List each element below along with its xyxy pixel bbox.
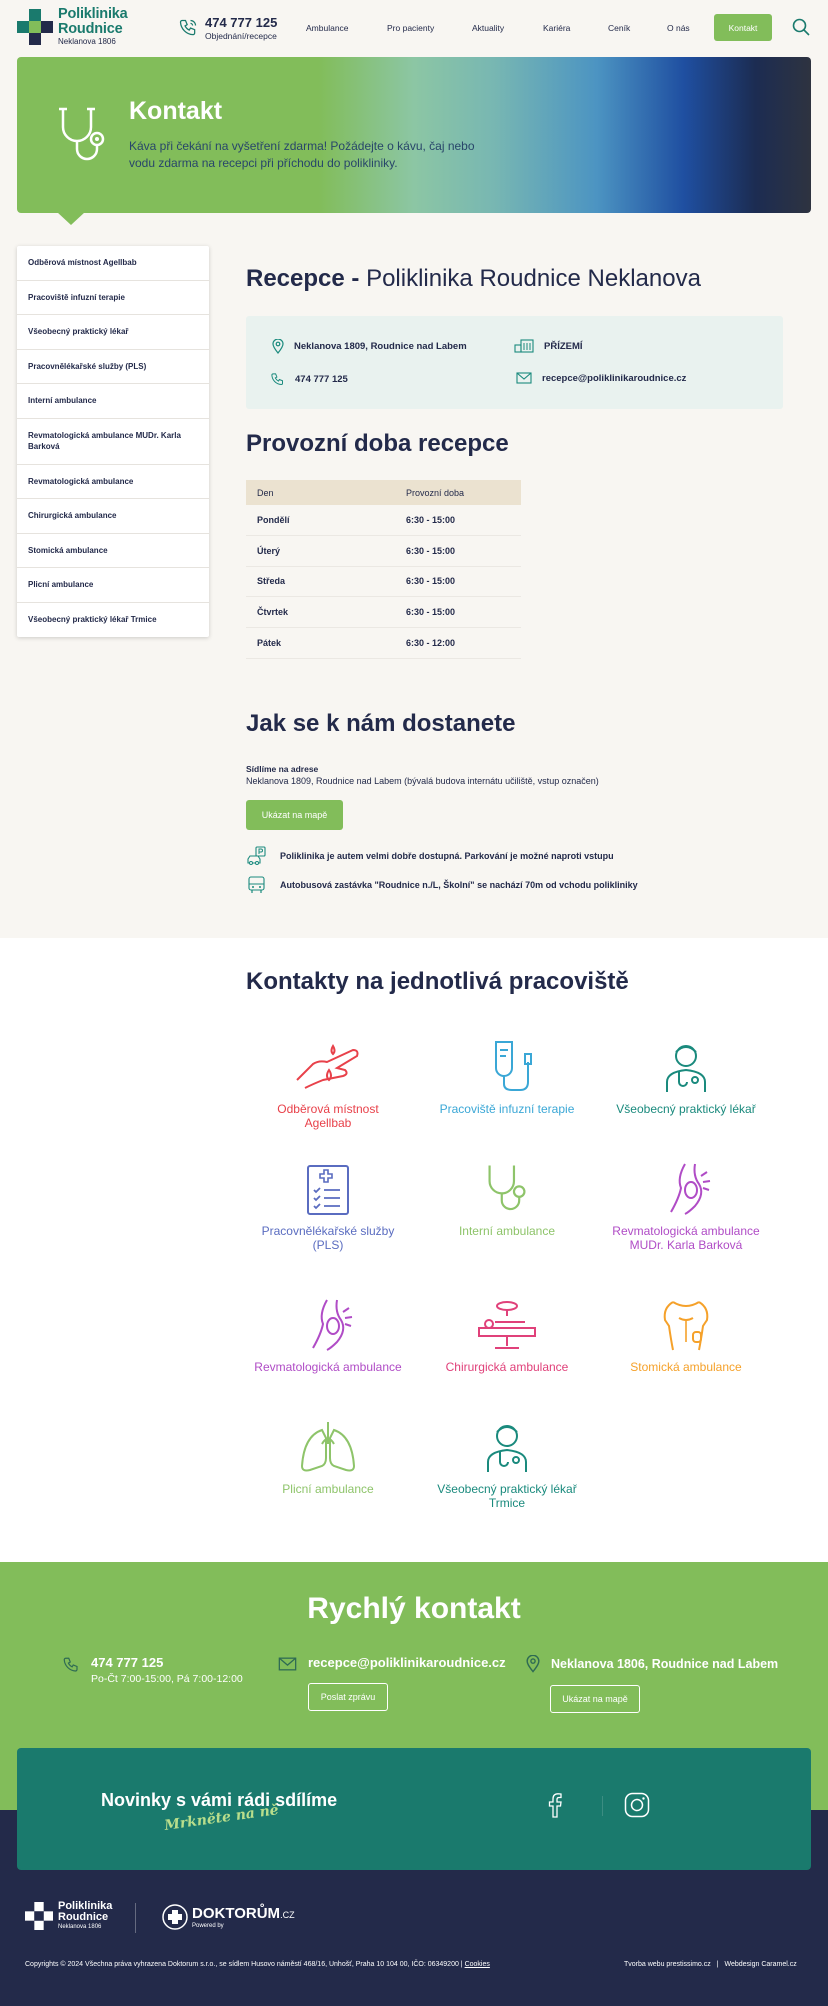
nav-pro-pacienty[interactable]: Pro pacienty — [387, 23, 435, 33]
nav-kariera[interactable]: Kariéra — [543, 23, 571, 33]
directions-bus-text: Autobusová zastávka "Roudnice n./L, Školní" se nachází 70m od vchodu polikliniky — [280, 880, 638, 890]
dept-prakticky-lekar[interactable] — [611, 1040, 761, 1116]
dept-label: Stomická ambulance — [630, 1360, 742, 1374]
phone-icon — [270, 372, 285, 387]
building-icon — [514, 339, 534, 353]
table-header-day: Den — [257, 487, 274, 498]
directions-car — [246, 846, 614, 866]
cookies-link[interactable]: Cookies — [464, 1961, 490, 1968]
header-phone-number: 474 777 125 — [205, 15, 278, 30]
footer-copyright — [25, 1961, 490, 1968]
social-divider — [602, 1796, 603, 1816]
doctor-icon — [659, 1040, 713, 1094]
reception-title-bold: Recepce - — [246, 265, 360, 292]
doktorum-cross-icon — [162, 1904, 188, 1930]
dept-label: Chirurgická ambulance — [445, 1360, 569, 1374]
quick-map-button[interactable]: Ukázat na mapě — [550, 1685, 640, 1713]
hours-table — [246, 480, 521, 659]
dept-interni[interactable] — [432, 1162, 582, 1238]
table-cell-day: Pondělí — [257, 514, 290, 525]
directions-address: Neklanova 1809, Roudnice nad Labem (bývalá budova internátu učiliště, vstup označen) — [246, 776, 599, 786]
sidebar-item-pls[interactable]: Pracovnělékařské služby (PLS) — [17, 350, 209, 385]
footer-logo-line-2: Roudnice — [58, 1911, 109, 1923]
sidebar-item-chirurgicka[interactable]: Chirurgická ambulance — [17, 499, 209, 534]
logo-line-3: Neklanova 1806 — [58, 37, 116, 46]
search-icon[interactable] — [792, 18, 810, 36]
doktorum-logo[interactable] — [162, 1904, 295, 1930]
instagram-icon[interactable] — [624, 1792, 650, 1818]
dept-revmatologicka-barkova[interactable] — [611, 1162, 761, 1252]
reception-address — [272, 339, 467, 354]
directions-address-label: Sídlíme na adrese — [246, 764, 319, 774]
dept-stomicka[interactable] — [611, 1298, 761, 1374]
nav-o-nas[interactable]: O nás — [667, 23, 690, 33]
dept-label: Všeobecný praktický lékař Trmice — [437, 1482, 577, 1510]
dept-label: Pracoviště infuzní terapie — [439, 1102, 575, 1116]
email-icon — [278, 1657, 297, 1671]
sidebar-menu — [17, 246, 209, 637]
hero-arrow — [57, 212, 85, 225]
reception-address-text: Neklanova 1809, Roudnice nad Labem — [294, 341, 467, 352]
doktorum-tld: .CZ — [280, 1909, 295, 1920]
sidebar-item-odberova-mistnost[interactable]: Odběrová místnost Agellbab — [17, 246, 209, 281]
hours-title: Provozní doba recepce — [246, 430, 509, 457]
dept-label: Plicní ambulance — [282, 1482, 374, 1496]
page-title: Kontakt — [129, 97, 223, 125]
dept-plicni[interactable] — [253, 1420, 403, 1496]
facebook-icon[interactable] — [548, 1792, 562, 1818]
location-pin-icon — [526, 1655, 540, 1673]
table-header-hours: Provozní doba — [406, 487, 465, 498]
dept-label: Revmatologická ambulance — [254, 1360, 402, 1374]
site-header — [0, 0, 828, 56]
reception-floor — [514, 339, 583, 353]
table-cell-day: Čtvrtek — [257, 607, 289, 618]
nav-ambulance[interactable]: Ambulance — [306, 23, 349, 33]
dept-label: Interní ambulance — [458, 1224, 556, 1238]
reception-phone-text: 474 777 125 — [295, 374, 348, 385]
email-icon — [516, 372, 532, 384]
table-row — [246, 628, 521, 659]
header-phone-sub: Objednání/recepce — [205, 31, 277, 41]
reception-info-box — [246, 316, 783, 409]
table-row — [246, 536, 521, 567]
infusion-icon — [480, 1040, 534, 1094]
dept-label: Pracovnělékařské služby (PLS) — [261, 1224, 395, 1252]
header-phone[interactable] — [178, 15, 277, 41]
site-logo[interactable] — [17, 7, 128, 46]
directions-car-text: Poliklinika je autem velmi dobře dostupná. Parkování je možné naproti vstupu — [280, 851, 614, 861]
doktorum-name: DOKTORŮM — [192, 1904, 281, 1922]
location-pin-icon — [272, 339, 284, 354]
credit-separator: | — [716, 1961, 719, 1968]
torso-icon — [659, 1298, 713, 1352]
news-banner — [17, 1748, 811, 1870]
knee-icon — [659, 1162, 713, 1216]
logo-cross-icon — [25, 1902, 53, 1930]
doctor-icon — [480, 1420, 534, 1474]
reception-title-light: Poliklinika Roudnice Neklanova — [366, 265, 701, 292]
dept-lekar-trmice[interactable] — [432, 1420, 582, 1510]
dept-label: Odběrová místnost Agellbab — [277, 1102, 379, 1130]
table-cell-time: 6:30 - 15:00 — [406, 607, 456, 618]
footer-logo-line-3: Neklanova 1806 — [58, 1924, 102, 1930]
quick-email[interactable]: recepce@poliklinikaroudnice.cz — [308, 1655, 506, 1670]
reception-email-text: recepce@poliklinikaroudnice.cz — [542, 372, 687, 384]
table-row — [246, 597, 521, 628]
reception-floor-text: PŘÍZEMÍ — [544, 340, 583, 352]
quick-phone-hours: Po-Čt 7:00-15:00, Pá 7:00-12:00 — [91, 1673, 243, 1685]
stethoscope-icon — [480, 1162, 534, 1216]
nav-aktuality[interactable]: Aktuality — [472, 23, 505, 33]
quick-contact-title: Rychlý kontakt — [307, 1592, 521, 1625]
table-cell-time: 6:30 - 15:00 — [406, 514, 456, 525]
news-subtitle: Mrkněte na ně — [163, 1802, 280, 1834]
dept-odberova-mistnost[interactable] — [253, 1040, 403, 1130]
stethoscope-icon — [53, 105, 113, 167]
table-cell-day: Středa — [257, 576, 286, 587]
doktorum-sub: Powered by — [192, 1922, 224, 1929]
table-cell-time: 6:30 - 15:00 — [406, 545, 456, 556]
directions-title: Jak se k nám dostanete — [246, 710, 516, 737]
bus-icon — [246, 876, 268, 894]
dept-chirurgicka[interactable] — [432, 1298, 582, 1374]
logo-cross-icon — [17, 9, 53, 45]
car-parking-icon — [246, 846, 268, 866]
dept-revmatologicka[interactable] — [253, 1298, 403, 1374]
departments-title: Kontakty na jednotlivá pracoviště — [246, 968, 629, 995]
sidebar-item-revmatologicka[interactable]: Revmatologická ambulance — [17, 465, 209, 500]
news-title: Novinky s vámi rádi sdílíme — [101, 1790, 338, 1810]
credit-prestissimo[interactable]: Tvorba webu prestissimo.cz — [624, 1961, 711, 1968]
hero-banner — [17, 57, 811, 213]
send-message-button[interactable]: Poslat zprávu — [308, 1683, 388, 1711]
directions-bus — [246, 876, 638, 894]
sidebar-item-revmatologicka-barkova[interactable]: Revmatologická ambulance MUDr. Karla Barková — [17, 419, 209, 465]
table-cell-day: Pátek — [257, 638, 282, 649]
dept-infuzni-terapie[interactable] — [432, 1040, 582, 1116]
dept-label: Všeobecný praktický lékař — [616, 1102, 756, 1116]
quick-phone[interactable]: 474 777 125 — [91, 1655, 164, 1670]
copyright-text: Copyrights © 2024 Všechna práva vyhrazena Doktorum s.r.o., se sídlem Husovo náměstí 468/16, Unhošť, Praha 10 104 00, IČO: 06349200 | — [25, 1961, 463, 1968]
hero-text: Káva při čekání na vyšetření zdarma! Požádejte o kávu, čaj nebo vodu zdarma na recepci při příchodu do polikliniky. — [129, 139, 475, 170]
phone-icon — [62, 1656, 80, 1674]
blood-drop-hand-icon — [293, 1040, 363, 1094]
table-cell-day: Úterý — [257, 545, 281, 556]
sidebar-item-stomicka[interactable]: Stomická ambulance — [17, 534, 209, 569]
table-cell-time: 6:30 - 15:00 — [406, 576, 456, 587]
nav-cenik[interactable]: Ceník — [608, 23, 631, 33]
footer-divider — [135, 1903, 136, 1933]
logo-line-2: Roudnice — [58, 20, 123, 37]
dept-label: Revmatologická ambulance MUDr. Karla Barková — [612, 1224, 760, 1252]
table-header — [246, 480, 521, 505]
quick-address: Neklanova 1806, Roudnice nad Labem — [551, 1657, 779, 1671]
reception-phone[interactable] — [270, 372, 348, 387]
table-row — [246, 505, 521, 536]
phone-icon — [178, 18, 198, 38]
sidebar-item-plicni[interactable]: Plicní ambulance — [17, 568, 209, 603]
sidebar-item-prakticky-lekar[interactable]: Všeobecný praktický lékař — [17, 315, 209, 350]
logo-line-1: Poliklinika — [58, 6, 128, 22]
sidebar-item-infuzni-terapie[interactable]: Pracoviště infuzní terapie — [17, 281, 209, 316]
footer-logo-line-1: Poliklinika — [58, 1900, 113, 1912]
dept-pls[interactable] — [253, 1162, 403, 1252]
footer-logo[interactable] — [25, 1901, 112, 1930]
sidebar-item-lekar-trmice[interactable]: Všeobecný praktický lékař Trmice — [28, 615, 157, 625]
operating-table-icon — [475, 1298, 539, 1352]
nav-kontakt-button[interactable]: Kontakt — [714, 14, 772, 41]
clipboard-icon — [305, 1162, 351, 1216]
reception-email[interactable] — [516, 372, 686, 384]
footer-credits — [624, 1961, 797, 1968]
sidebar-item-interni[interactable]: Interní ambulance — [17, 384, 209, 419]
lungs-icon — [299, 1420, 357, 1474]
knee-icon — [301, 1298, 355, 1352]
table-row — [246, 567, 521, 598]
reception-title — [246, 265, 701, 293]
table-cell-time: 6:30 - 12:00 — [406, 638, 456, 649]
show-map-button[interactable]: Ukázat na mapě — [246, 800, 343, 830]
credit-caramel[interactable]: Webdesign Caramel.cz — [724, 1961, 797, 1968]
